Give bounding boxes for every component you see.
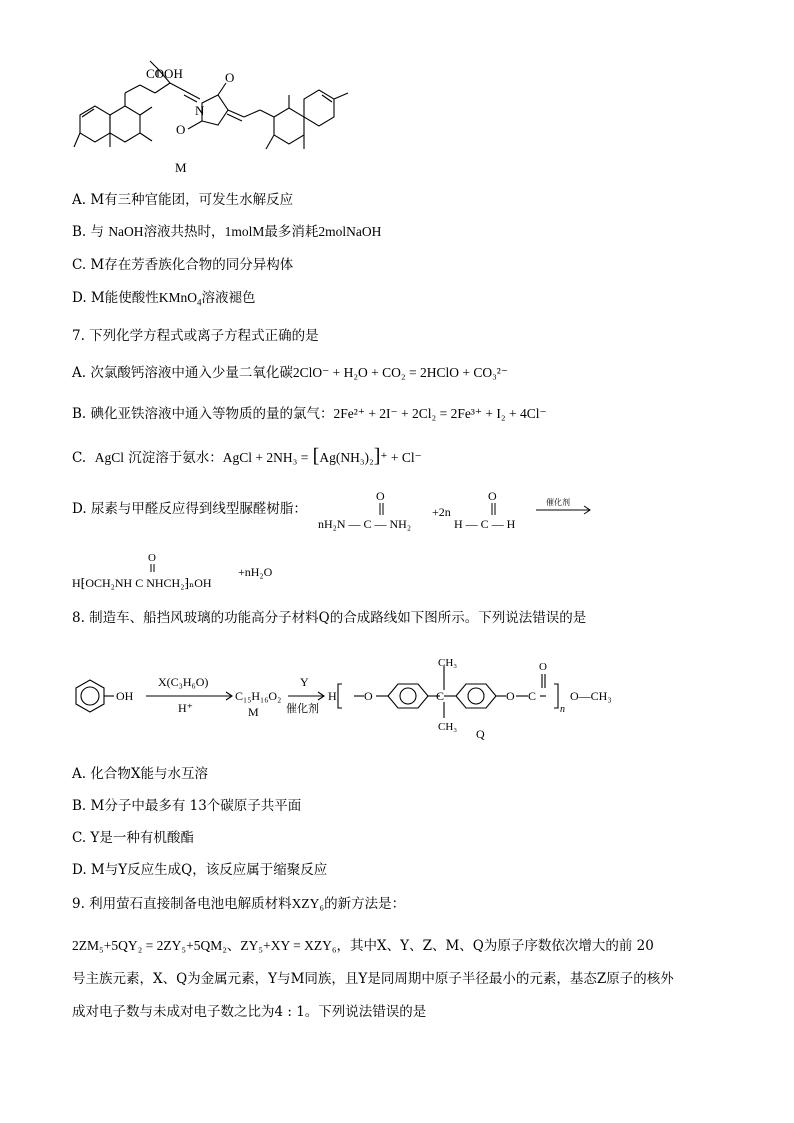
svg-text:C: C — [436, 689, 445, 703]
n-label: N — [195, 103, 205, 118]
q8-option-d: D. M与Y反应生成Q，该反应属于缩聚反应 — [72, 862, 328, 878]
q9-line-2: 号主族元素，X、Q为金属元素，Y与M同族，且Y是同周期中原子半径最小的元素，基态Z原子的核外 — [72, 971, 674, 987]
svg-text:O: O — [148, 552, 156, 564]
q8-option-a: A. 化合物X能与水互溶 — [72, 766, 208, 782]
urea-o: O — [376, 489, 385, 503]
q6-option-c: C. M存在芳香族化合物的同分异构体 — [72, 257, 294, 273]
q8-stem: 8. 制造车、船挡风玻璃的功能高分子材料Q的合成路线如下图所示。下列说法错误的是 — [72, 610, 587, 626]
cooh-label: COOH — [146, 66, 183, 81]
q6-option-b: B. 与 NaOH溶液共热时，1molM最多消耗2molNaOH — [72, 224, 382, 240]
q7-stem: 7. 下列化学方程式或离子方程式正确的是 — [72, 328, 319, 344]
urea-product-formula: H⁅OCH₂NH C NHCH₂⁆ₙOH — [72, 576, 212, 590]
catalyst-label-2: 催化剂 — [286, 703, 319, 715]
water-product: +nH₂O — [238, 565, 273, 579]
m-label: M — [248, 705, 259, 719]
q7-option-c: C. AgCl 沉淀溶于氨水：AgCl + 2NH₃ = [Ag(NH₃)₂]⁺ + Cl⁻ — [72, 445, 422, 467]
reagent-y: Y — [300, 675, 309, 689]
q8-option-c: C. Y是一种有机酸酯 — [72, 830, 194, 846]
formaldehyde-o: O — [488, 489, 497, 503]
formaldehyde-formula: H — C — H — [454, 517, 516, 531]
q7-option-b: B. 碘化亚铁溶液中通入等物质的量的氯气：2Fe²⁺ + 2I⁻ + 2Cl₂ = 2Fe³⁺ + I₂ + 4Cl⁻ — [72, 406, 547, 422]
o-label-2: O — [176, 122, 186, 137]
urea-formula: nH₂N — C — NH₂ — [318, 517, 412, 531]
reagent-x: X(C₃H₆O) — [158, 675, 209, 689]
catalyst-label: 催化剂 — [546, 498, 570, 507]
phenol-oh: OH — [116, 689, 134, 703]
q-synthesis-scheme — [60, 652, 720, 742]
urea-reaction — [314, 488, 614, 538]
q9-stem: 9. 利用萤石直接制备电池电解质材料XZY₆的新方法是： — [72, 896, 406, 912]
svg-text:C: C — [528, 689, 537, 703]
carbonyl-o: O — [539, 661, 547, 673]
q7-option-d: D. 尿素与甲醛反应得到线型脲醛树脂： — [72, 501, 307, 517]
end-group: O—CH₃ — [570, 689, 612, 703]
ch3-bottom: CH₃ — [438, 721, 458, 733]
plus-2n: +2n — [432, 505, 451, 519]
compound-m-label: M — [175, 160, 187, 175]
q9-line-3: 成对电子数与未成对电子数之比为4 : 1。下列说法错误的是 — [72, 1004, 427, 1020]
q9-line-1: 2ZM₅+5QY₂ = 2ZY₅+5QM₂、ZY₅+XY = XZY₆，其中X、Y、Z、M、Q为原子序数依次增大的前 20 — [72, 938, 654, 954]
q8-option-b: B. M分子中最多有 13个碳原子共平面 — [72, 798, 302, 814]
svg-text:O: O — [506, 689, 515, 703]
q-label: Q — [476, 727, 485, 741]
ch3-top: CH₃ — [438, 657, 458, 669]
q6-option-d: D. M能使酸性KMnO$_4$溶液褪色 — [72, 290, 256, 308]
m-formula: C₁₅H₁₆O₂ — [235, 689, 282, 703]
degree-n: n — [560, 704, 565, 715]
acid-catalyst: H⁺ — [178, 701, 193, 715]
svg-text:H: H — [328, 689, 337, 703]
structure-m — [60, 55, 380, 175]
o-label-1: O — [225, 70, 235, 85]
svg-text:O: O — [364, 689, 373, 703]
urea-product — [68, 550, 308, 594]
q6-option-a: A. M有三种官能团，可发生水解反应 — [72, 192, 294, 208]
q7-option-a: A. 次氯酸钙溶液中通入少量二氧化碳2ClO⁻ + H₂O + CO₂ = 2HClO + CO₃²⁻ — [72, 365, 508, 381]
